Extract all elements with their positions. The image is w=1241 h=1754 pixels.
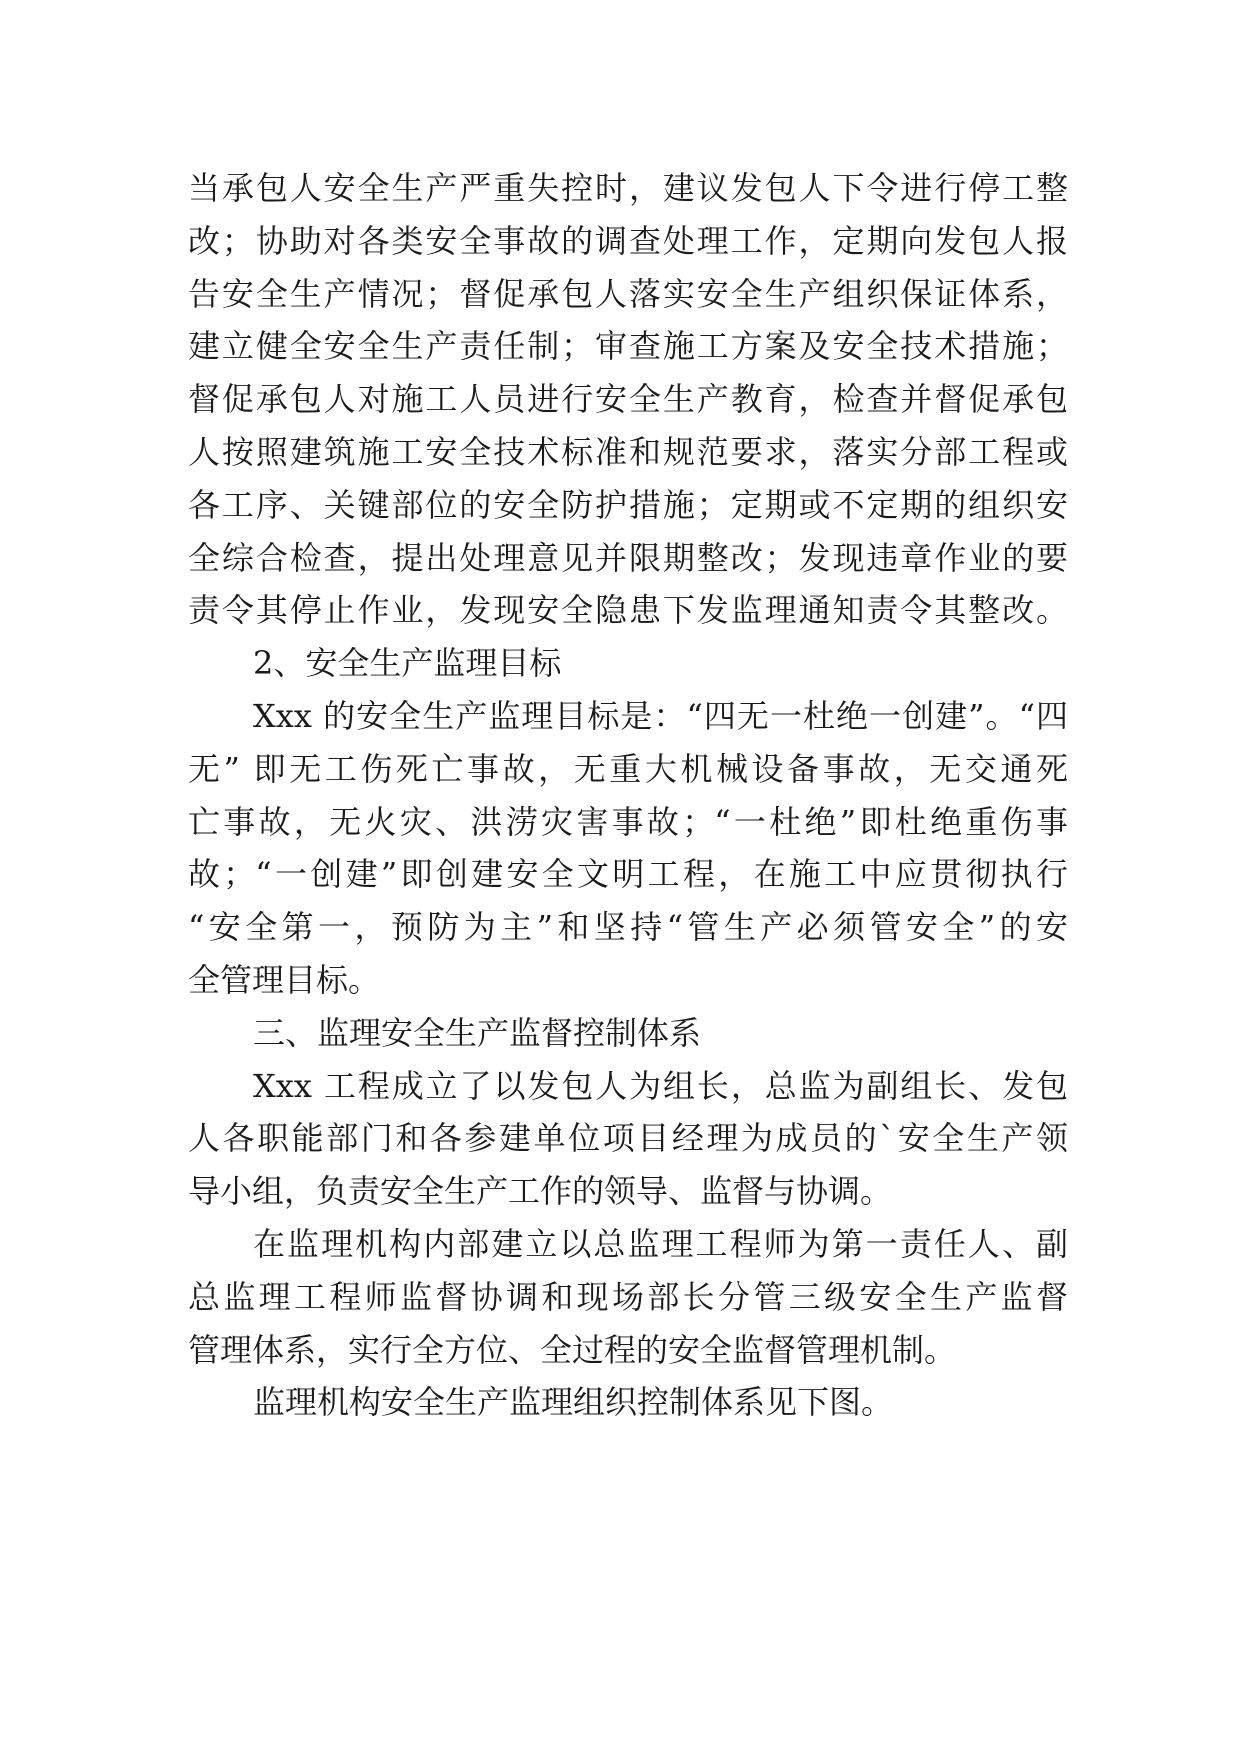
- heading-text: 2、安全生产监理目标: [253, 644, 562, 683]
- text-line: Xxx 的安全生产监理目标是：“四无一杜绝一创建”。“四: [253, 696, 1068, 735]
- text-line: 建立健全安全生产责任制；审查施工方案及安全技术措施；: [188, 327, 1068, 366]
- section-heading-safety-goal: [188, 637, 1068, 690]
- heading-text: 三、监理安全生产监督控制体系: [253, 1013, 702, 1052]
- text-line: 各工序、关键部位的安全防护措施；定期或不定期的组织安: [188, 485, 1068, 524]
- text-line: 总监理工程师监督协调和现场部长分管三级安全生产监督: [188, 1277, 1068, 1316]
- text-line: 监理机构安全生产监理组织控制体系见下图。: [253, 1383, 894, 1422]
- text-line: 当承包人安全生产严重失控时，建议发包人下令进行停工整: [188, 169, 1068, 207]
- text-line: Xxx 工程成立了以发包人为组长，总监为副组长、发包: [253, 1066, 1068, 1105]
- text-line: 故；“一创建”即创建安全文明工程，在施工中应贯彻执行: [188, 855, 1068, 894]
- text-line: 无” 即无工伤死亡事故，无重大机械设备事故，无交通死: [188, 749, 1068, 788]
- text-line: “安全第一，预防为主”和坚持“管生产必须管安全”的安: [188, 908, 1068, 947]
- text-line: 导小组，负责安全生产工作的领导、监督与协调。: [188, 1172, 893, 1211]
- text-line: 全综合检查，提出处理意见并限期整改；发现违章作业的要: [188, 538, 1068, 577]
- text-line: 亡事故，无火灾、洪涝灾害事故；“一杜绝”即杜绝重伤事: [188, 802, 1068, 841]
- text-line: 人各职能部门和各参建单位项目经理为成员的`安全生产领: [188, 1119, 1068, 1158]
- text-line: 督促承包人对施工人员进行安全生产教育，检查并督促承包: [188, 380, 1068, 419]
- paragraph-see-figure: [188, 1376, 1068, 1429]
- text-line: 在监理机构内部建立以总监理工程师为第一责任人、副: [253, 1224, 1068, 1263]
- section-heading-control-system: [188, 1007, 1068, 1060]
- paragraph-safety-goal: [188, 690, 1068, 1007]
- paragraph-leadership-group: [188, 1060, 1068, 1218]
- text-line: 改；协助对各类安全事故的调查处理工作，定期向发包人报: [188, 221, 1068, 260]
- text-line: 人按照建筑施工安全技术标准和规范要求，落实分部工程或: [188, 432, 1068, 471]
- document-page: [188, 162, 1068, 1429]
- text-line: 全管理目标。: [188, 960, 381, 999]
- paragraph-supervision-structure: [188, 1218, 1068, 1376]
- text-line: 责令其停止作业，发现安全隐患下发监理通知责令其整改。: [188, 591, 1068, 630]
- text-line: 管理体系，实行全方位、全过程的安全监督管理机制。: [188, 1330, 957, 1369]
- text-line: 告安全生产情况；督促承包人落实安全生产组织保证体系，: [188, 274, 1068, 313]
- paragraph-safety-duties: [188, 162, 1068, 637]
